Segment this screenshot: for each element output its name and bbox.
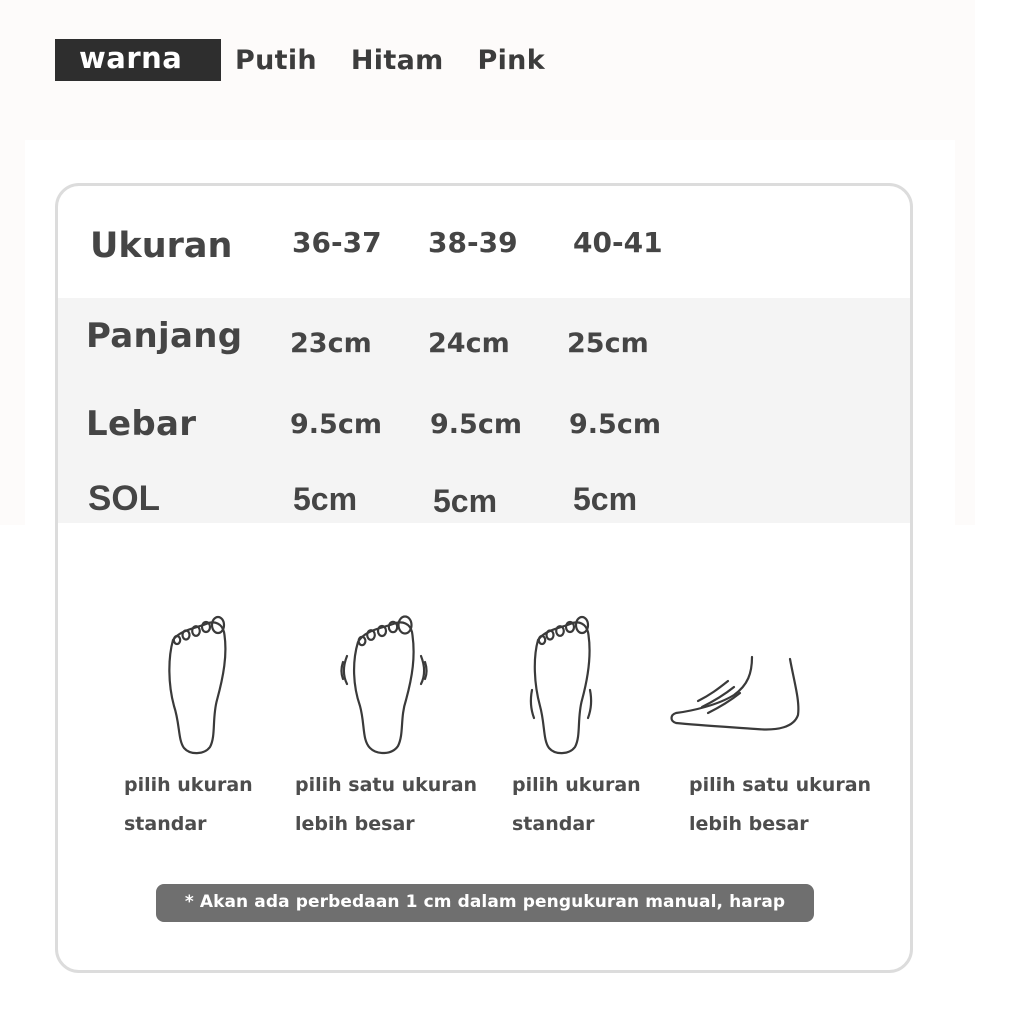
caption-high-instep	[689, 766, 889, 844]
size-header-label: Ukuran	[90, 226, 233, 266]
row-label-sol: SOL	[88, 479, 160, 518]
sol-value: 5cm	[433, 483, 498, 519]
caption-slim	[512, 766, 712, 844]
lebar-value: 9.5cm	[569, 409, 661, 440]
sol-value: 5cm	[293, 481, 358, 517]
caption-line: pilih ukuran	[124, 774, 253, 796]
caption-standard	[124, 766, 324, 844]
panjang-value: 25cm	[567, 328, 649, 359]
color-selector	[55, 38, 565, 82]
foot-wide-icon	[340, 614, 432, 756]
lebar-value: 9.5cm	[290, 409, 382, 440]
color-option-hitam[interactable]: Hitam	[350, 44, 444, 76]
lebar-value: 9.5cm	[430, 409, 522, 440]
caption-wide	[295, 766, 495, 844]
sol-value: 5cm	[573, 481, 638, 517]
foot-high-instep-icon	[668, 651, 808, 736]
row-label-lebar: Lebar	[86, 404, 197, 444]
panjang-value: 23cm	[290, 328, 372, 359]
caption-line: pilih satu ukuran	[295, 774, 478, 796]
caption-line: standar	[124, 813, 207, 835]
size-header-40-41: 40-41	[573, 226, 663, 259]
measurement-note: * Akan ada perbedaan 1 cm dalam pengukuran manual, harap dipaham	[156, 884, 814, 922]
foot-standard-icon	[160, 614, 240, 756]
panjang-value: 24cm	[428, 328, 510, 359]
size-chart-card	[55, 183, 913, 973]
caption-line: pilih satu ukuran	[689, 774, 872, 796]
color-label-badge: warna	[55, 39, 221, 81]
size-header-38-39: 38-39	[428, 226, 518, 259]
color-option-pink[interactable]: Pink	[477, 44, 545, 76]
row-label-panjang: Panjang	[86, 316, 243, 356]
caption-line: standar	[512, 813, 595, 835]
size-header-36-37: 36-37	[292, 226, 382, 259]
color-option-putih[interactable]: Putih	[235, 44, 317, 76]
caption-line: pilih ukuran	[512, 774, 641, 796]
caption-line: lebih besar	[689, 813, 809, 835]
foot-slim-icon	[524, 614, 604, 756]
caption-line: lebih besar	[295, 813, 415, 835]
